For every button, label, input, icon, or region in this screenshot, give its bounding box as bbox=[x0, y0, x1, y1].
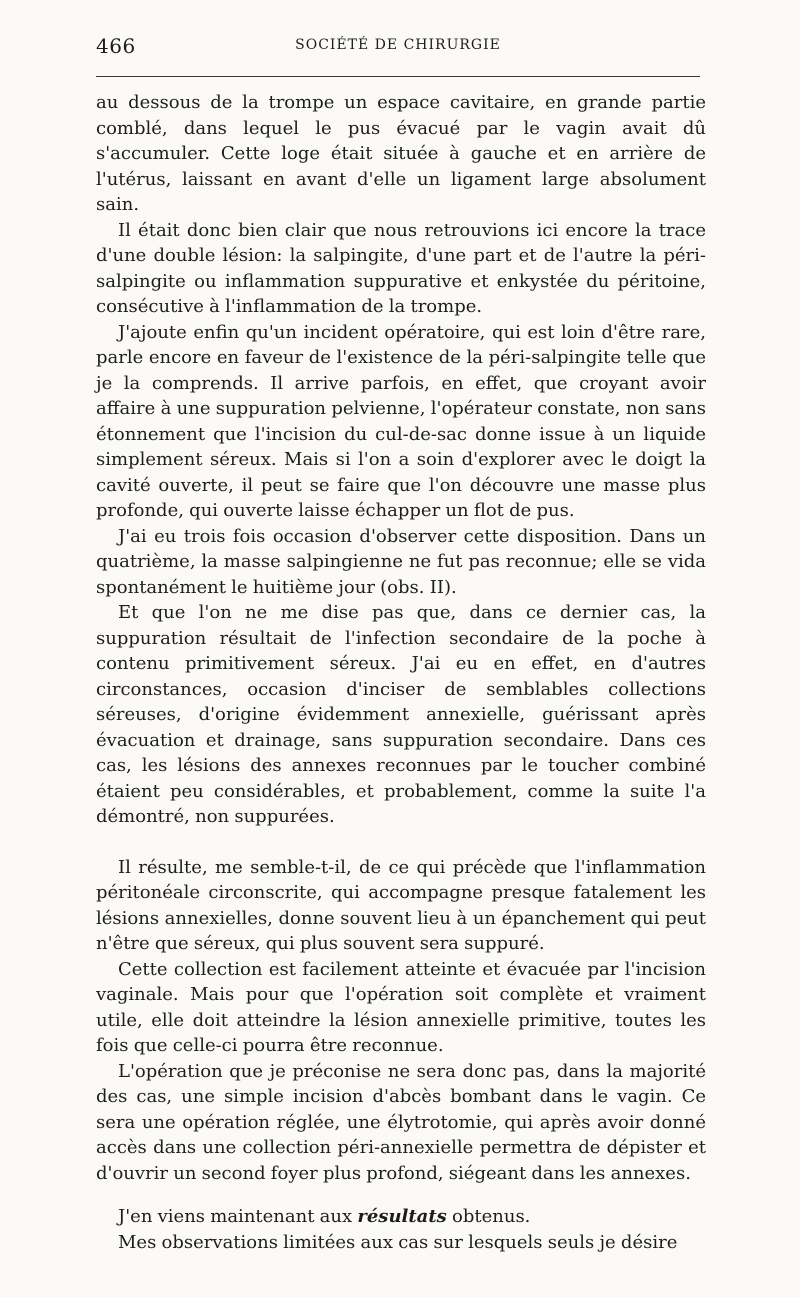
paragraph-4: J'ai eu trois fois occasion d'observer cette disposition. Dans un quatrième, la masse salpingienne ne fut pas reconnue; elle se vida spontanément le huitième jour (obs. II). bbox=[96, 525, 706, 598]
paragraph-3: J'ajoute enfin qu'un incident opératoire, qui est loin d'être rare, parle encore en faveur de l'existence de la péri-salpingite telle que je la comprends. Il arrive parfois, en effet, que croyant avoir affaire à une suppuration pelvienne, l'opérateur constate, non sans étonnement que l'incision du cul-de-sac donne issue à un liquide simplement séreux. Mais si l'on a soin d'explorer avec le doigt la cavité ouverte, il peut se faire que l'on découvre une masse plus profonde, qui ouverte laisse échapper un flot de pus. bbox=[96, 321, 706, 521]
paragraph-1: au dessous de la trompe un espace cavitaire, en grande partie comblé, dans lequel le pus évacué par le vagin avait dû s'accumuler. Cette loge était située à gauche et en arrière de l'utérus, laissant en avant d'elle un ligament large absolument sain. bbox=[96, 92, 706, 215]
page-header bbox=[96, 34, 700, 64]
paragraph-7: Cette collection est facilement atteinte et évacuée par l'incision vaginale. Mais pour que l'opération soit complète et vraiment utile, elle doit atteindre la lésion annexielle primitive, toutes les fois que celle-ci pourra être reconnue. bbox=[96, 958, 706, 1056]
paragraph-9 bbox=[96, 1204, 706, 1230]
body-text bbox=[96, 90, 706, 1255]
page-number: 466 bbox=[96, 34, 136, 58]
paragraph-5: Et que l'on ne me dise pas que, dans ce dernier cas, la suppuration résultait de l'infection secondaire de la poche à contenu primitivement séreux. J'ai eu en effet, en d'autres circonstances, occasion d'inciser de semblables collections séreuses, d'origine évidemment annexielle, guérissant après évacuation et drainage, sans suppuration secondaire. Dans ces cas, les lésions des annexes reconnues par le toucher combiné étaient peu considérables, et probablement, comme la suite l'a démontré, non suppurées. bbox=[96, 602, 706, 827]
paragraph-8: L'opération que je préconise ne sera donc pas, dans la majorité des cas, une simple incision d'abcès bombant dans le vagin. Ce sera une opération réglée, une élytrotomie, qui après avoir donné accès dans une collection péri-annexielle permettra de dépister et d'ouvrir un second foyer plus profond, siégeant dans les annexes. bbox=[96, 1060, 706, 1184]
paragraph-10: Mes observations limitées aux cas sur lesquels seuls je désire bbox=[118, 1231, 678, 1253]
results-line-after: obtenus. bbox=[446, 1206, 531, 1227]
results-line-before: J'en viens maintenant aux bbox=[118, 1206, 358, 1227]
results-emphasis: résultats bbox=[357, 1206, 447, 1227]
header-rule bbox=[96, 76, 700, 77]
paragraph-2: Il était donc bien clair que nous retrouvions ici encore la trace d'une double lésion: la salpingite, d'une part et de l'autre la péri-salpingite ou inflammation suppurative et enkystée du péritoine, consécutive à l'inflammation de la trompe. bbox=[96, 219, 706, 317]
paragraph-6: Il résulte, me semble-t-il, de ce qui précède que l'inflammation péritonéale circonscrite, qui accompagne presque fatalement les lésions annexielles, donne souvent lieu à un épanchement qui peut n'être que séreux, qui plus souvent sera suppuré. bbox=[96, 856, 706, 954]
running-head: SOCIÉTÉ DE CHIRURGIE bbox=[295, 37, 501, 53]
